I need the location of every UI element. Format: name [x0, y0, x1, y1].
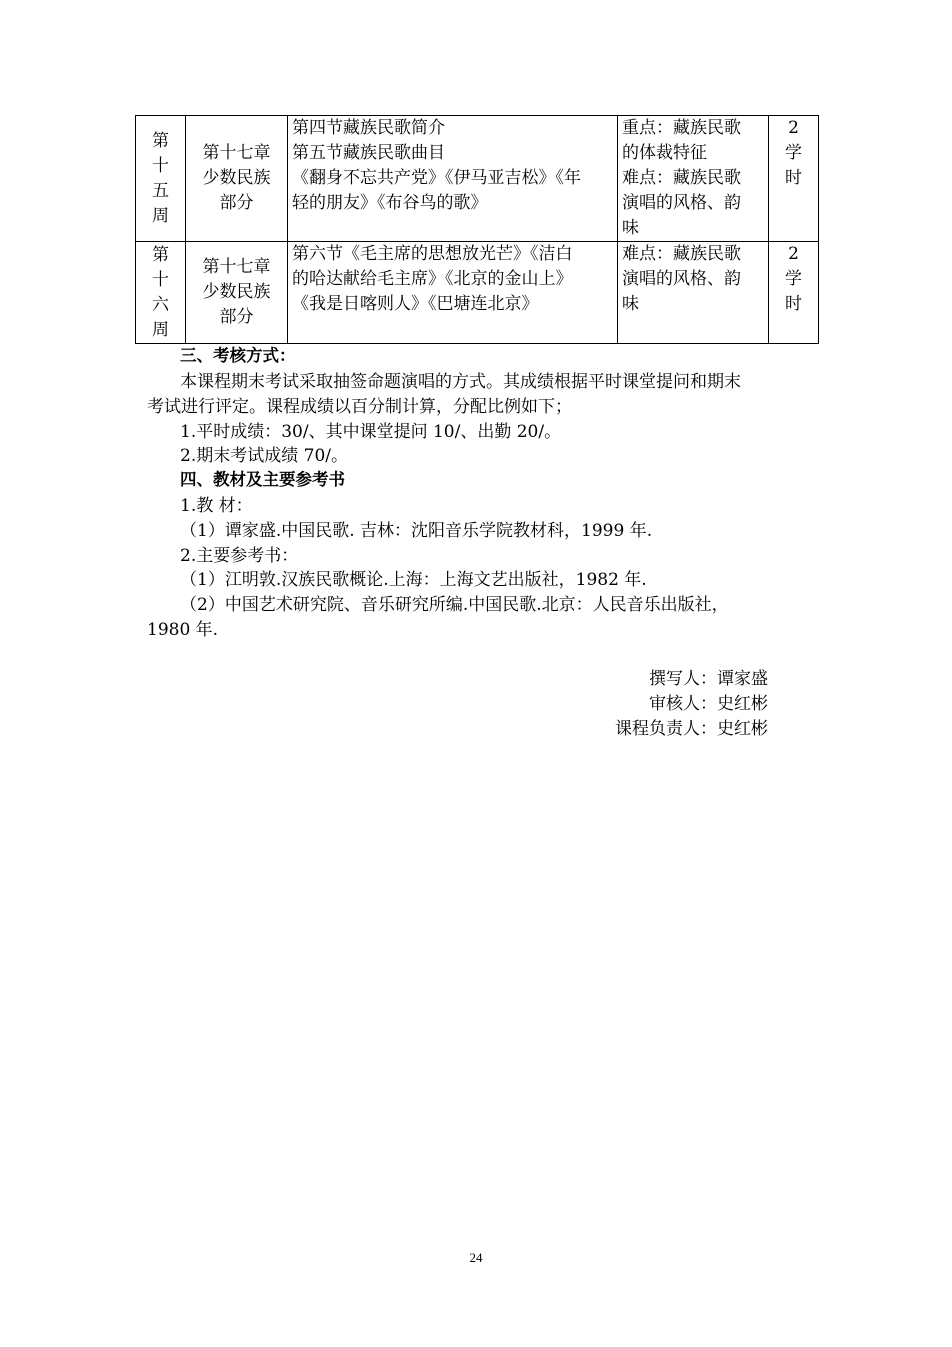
- table-row: [136, 242, 819, 344]
- hours-cell: 2 学 时: [769, 116, 819, 242]
- chapter-cell: 第十七章 少数民族 部分: [186, 242, 288, 344]
- assessment-item-regular: 1.平时成绩：30/、其中课堂提问 10/、出勤 20/。: [180, 422, 562, 442]
- keypoints-cell: 难点：藏族民歌 演唱的风格、韵 味: [618, 242, 769, 344]
- assessment-item-final: 2.期末考试成绩 70/。: [180, 446, 348, 466]
- assessment-heading: 三、考核方式：: [180, 346, 296, 365]
- course-leader-signature: 课程负责人：史红彬: [615, 719, 768, 739]
- reference-item-1: （1）江明敦.汉族民歌概论.上海：上海文艺出版社，1982 年.: [180, 570, 647, 590]
- table-row: [136, 116, 819, 242]
- week-cell: 第 十 六 周: [136, 242, 186, 344]
- course-schedule-table: [135, 115, 819, 344]
- assessment-paragraph-line2: 考试进行评定。课程成绩以百分制计算，分配比例如下；: [147, 397, 572, 417]
- content-cell: 第四节藏族民歌简介 第五节藏族民歌曲目 《翻身不忘共产党》《伊马亚吉松》《年 轻的朋友》《布谷鸟的歌》: [288, 116, 618, 242]
- reviewer-signature: 审核人：史红彬: [649, 694, 768, 714]
- chapter-cell: 第十七章 少数民族 部分: [186, 116, 288, 242]
- references-subheading: 2.主要参考书：: [180, 546, 299, 566]
- reference-item-2-line1: （2）中国艺术研究院、音乐研究所编.中国民歌.北京：人民音乐出版社，: [180, 595, 729, 615]
- textbooks-heading: 四、教材及主要参考书: [180, 470, 345, 489]
- keypoints-cell: 重点：藏族民歌 的体裁特征 难点：藏族民歌 演唱的风格、韵 味: [618, 116, 769, 242]
- textbook-subheading: 1.教 材：: [180, 496, 253, 516]
- page-number: 24: [469, 1250, 483, 1265]
- content-cell: 第六节《毛主席的思想放光芒》《洁白 的哈达献给毛主席》《北京的金山上》 《我是日喀则人》《巴塘连北京》: [288, 242, 618, 344]
- writer-signature: 撰写人：谭家盛: [649, 669, 768, 689]
- assessment-paragraph-line1: 本课程期末考试采取抽签命题演唱的方式。其成绩根据平时课堂提问和期末: [180, 372, 741, 392]
- reference-item-2-line2: 1980 年.: [147, 620, 219, 640]
- hours-cell: 2 学 时: [769, 242, 819, 344]
- week-cell: 第 十 五 周: [136, 116, 186, 242]
- textbook-item: （1）谭家盛.中国民歌. 吉林：沈阳音乐学院教材科，1999 年.: [180, 521, 653, 541]
